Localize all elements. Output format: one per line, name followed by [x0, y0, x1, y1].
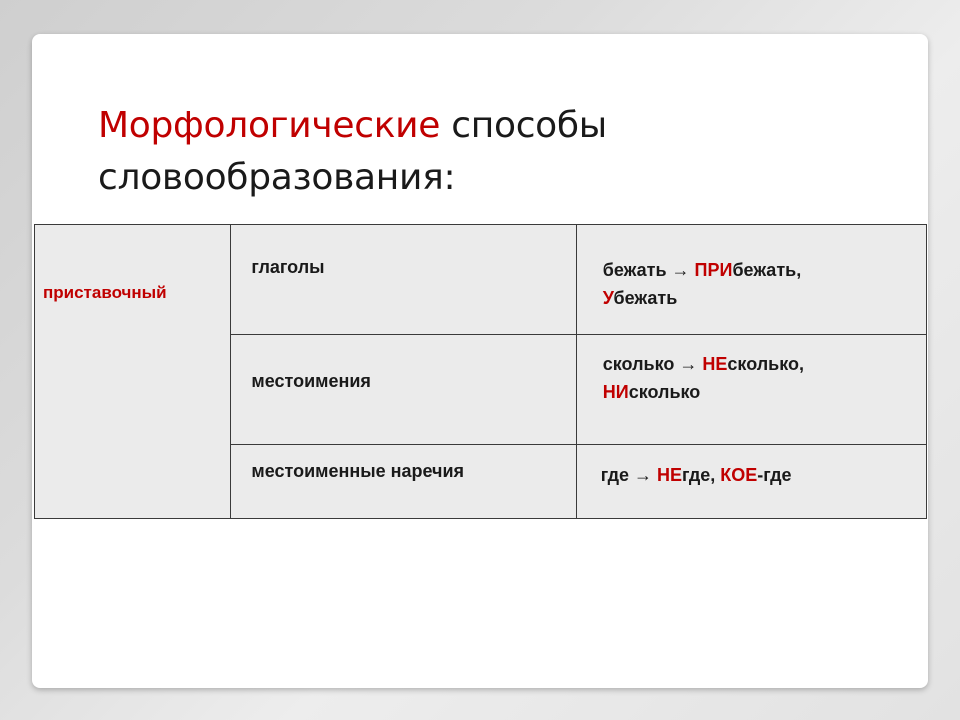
part-of-speech-label: местоимения — [251, 371, 371, 392]
arrow-glyph: → — [674, 354, 703, 375]
title-colon: : — [443, 157, 456, 198]
example-stem: где, — [682, 465, 721, 486]
table-row — [35, 225, 927, 335]
method-label: приставочный — [43, 283, 167, 302]
example-stem: бежать, — [732, 260, 802, 280]
example-stem: сколько — [628, 382, 701, 403]
part-of-speech-cell — [231, 445, 576, 519]
title-accent: Морфологические — [98, 105, 441, 146]
prefix-highlight: У — [602, 288, 614, 308]
prefix-highlight: НЕ — [657, 465, 683, 486]
part-of-speech-cell — [231, 225, 576, 335]
part-of-speech-label: местоименные наречия — [251, 461, 465, 482]
prefix-highlight: ПРИ — [694, 260, 733, 280]
prefix-highlight: НИ — [602, 382, 629, 403]
method-cell — [35, 225, 231, 519]
example-stem: бежать — [613, 288, 678, 308]
part-of-speech-label: глаголы — [251, 257, 325, 277]
arrow-glyph: → — [666, 260, 695, 280]
arrow-glyph: → — [629, 465, 658, 486]
example-cell — [576, 335, 926, 445]
example-stem: сколько, — [727, 354, 805, 375]
word-formation-table — [34, 224, 927, 519]
prefix-highlight: НЕ — [702, 354, 728, 375]
example-base: сколько — [602, 354, 675, 375]
example-stem: -где — [757, 465, 792, 486]
prefix-highlight: КОЕ — [720, 465, 758, 486]
example-cell — [576, 225, 926, 335]
example-base: где — [600, 465, 630, 486]
title-line2: словообразования — [98, 157, 444, 198]
example-cell — [576, 445, 926, 519]
slide-title — [98, 100, 607, 204]
title-rest: способы — [440, 105, 607, 146]
part-of-speech-cell — [231, 335, 576, 445]
example-base: бежать — [602, 260, 667, 280]
